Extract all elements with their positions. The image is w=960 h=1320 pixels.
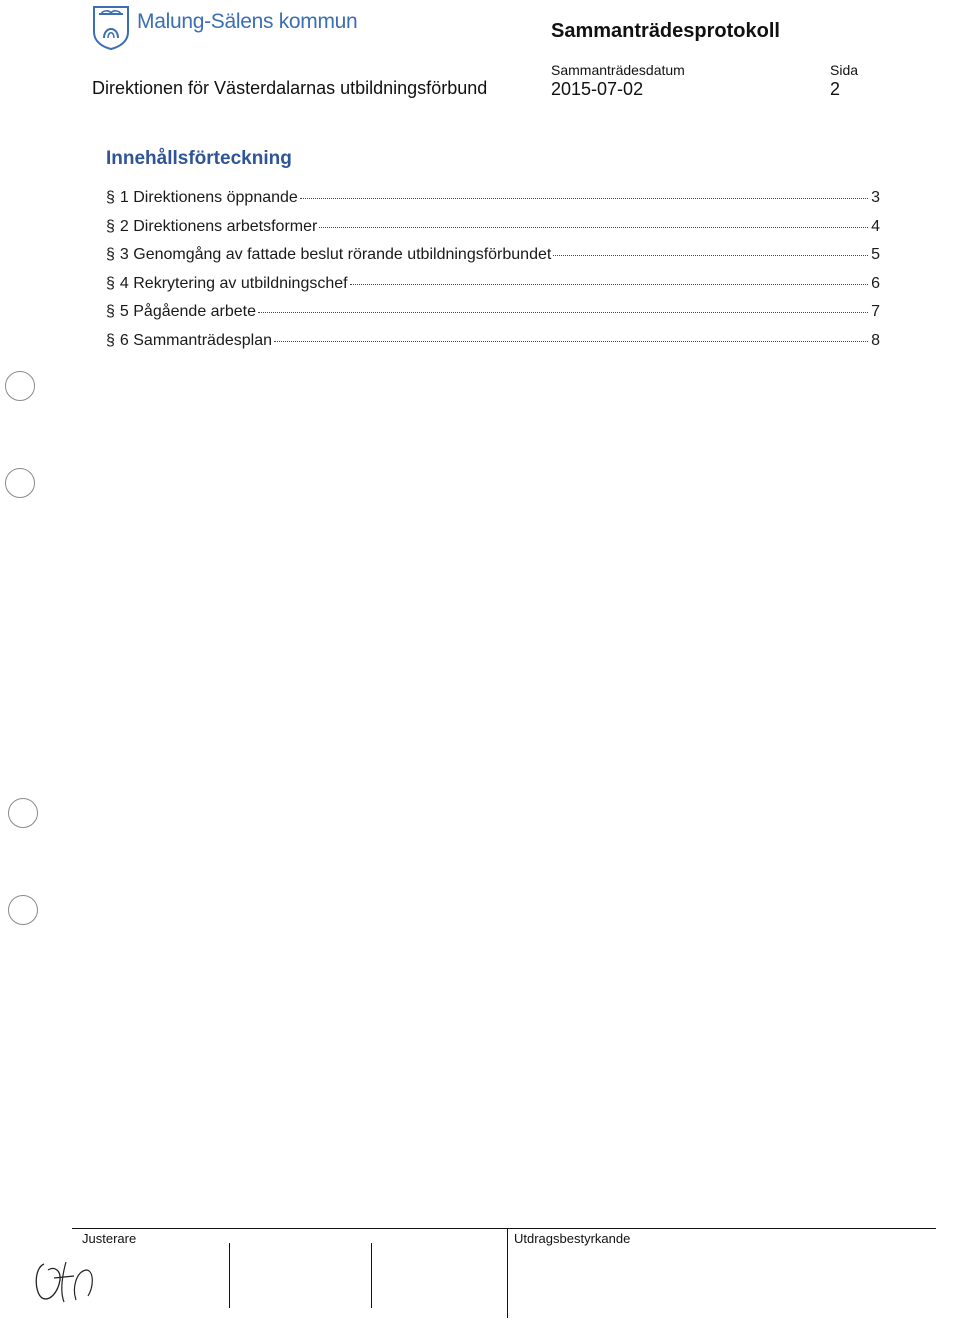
section-sign: § xyxy=(106,217,115,235)
document-type: Sammanträdesprotokoll xyxy=(551,20,780,42)
punch-hole xyxy=(5,468,35,498)
dot-leader xyxy=(300,197,868,199)
signature-divider xyxy=(229,1243,230,1308)
toc-title: Innehållsförteckning xyxy=(106,148,292,169)
toc-entry-page: 8 xyxy=(871,331,880,349)
section-sign: § xyxy=(106,189,115,206)
extract-certification-label: Utdragsbestyrkande xyxy=(514,1231,631,1246)
punch-hole xyxy=(5,371,35,401)
toc-entry[interactable] xyxy=(106,303,880,332)
page-number: 2 xyxy=(830,79,841,99)
toc-entry[interactable] xyxy=(106,189,880,218)
toc-entry-label: 3 Genomgång av fattade beslut rörande utbildningsförbundet xyxy=(119,246,552,263)
toc-entry[interactable] xyxy=(106,246,880,275)
board-name: Direktionen för Västerdalarnas utbildningsförbund xyxy=(92,78,488,98)
adjuster-label: Justerare xyxy=(82,1231,137,1246)
toc-entry-label: 5 Pågående arbete xyxy=(119,303,257,320)
toc-entry-page: 4 xyxy=(871,217,880,235)
toc-entry-label: 6 Sammanträdesplan xyxy=(119,331,272,349)
toc-entry-label: 1 Direktionens öppnande xyxy=(119,189,298,206)
toc-entry[interactable] xyxy=(106,275,880,304)
section-sign: § xyxy=(106,274,115,292)
toc-entry[interactable] xyxy=(106,218,880,247)
dot-leader xyxy=(553,254,868,256)
signature-initials-icon xyxy=(30,1252,110,1310)
punch-hole xyxy=(8,798,38,828)
toc-entry-page: 6 xyxy=(871,274,880,292)
section-sign: § xyxy=(106,331,115,349)
meeting-date-label: Sammanträdesdatum xyxy=(551,62,685,78)
footer-rule xyxy=(72,1228,936,1229)
toc-entry-page: 5 xyxy=(871,246,880,263)
toc-entry-page: 7 xyxy=(871,303,880,320)
organization-name: Malung-Sälens kommun xyxy=(137,10,358,33)
meeting-date: 2015-07-02 xyxy=(551,79,644,99)
dot-leader xyxy=(350,283,868,285)
punch-hole xyxy=(8,895,38,925)
toc-entry-label: 4 Rekrytering av utbildningschef xyxy=(119,274,348,292)
signature-divider xyxy=(507,1228,508,1318)
municipal-crest-icon xyxy=(91,4,131,50)
section-sign: § xyxy=(106,303,115,320)
dot-leader xyxy=(274,340,868,342)
section-sign: § xyxy=(106,246,115,263)
toc-entry[interactable] xyxy=(106,332,880,361)
toc-entry-page: 3 xyxy=(871,189,880,206)
toc-entry-label: 2 Direktionens arbetsformer xyxy=(119,217,318,235)
dot-leader xyxy=(319,226,868,228)
page-number-label: Sida xyxy=(830,62,859,78)
signature-divider xyxy=(371,1243,372,1308)
dot-leader xyxy=(258,311,868,313)
table-of-contents xyxy=(106,189,880,360)
